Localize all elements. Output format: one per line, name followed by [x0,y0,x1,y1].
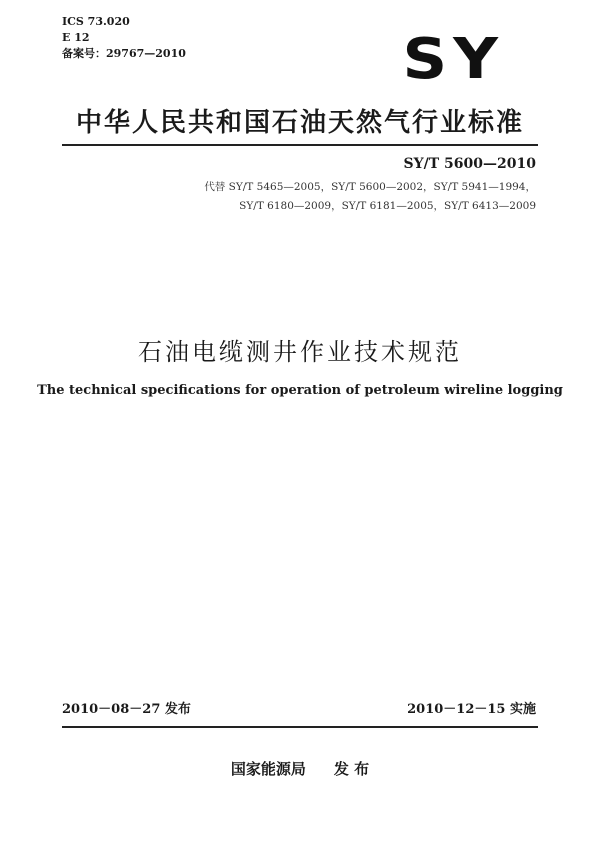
category-code: E 12 [62,31,90,44]
replaces-block [204,178,536,216]
implementation-date: 2010－12－15 实施 [407,702,536,717]
issue-date: 2010－08－27 发布 [62,702,191,717]
sy-logo: SY [402,25,504,92]
standard-title: 中华人民共和国石油天然气行业标准 [75,108,524,138]
publish-action: 发 布 [333,760,370,778]
record-number: 备案号：29767—2010 [62,47,186,60]
document-title-cn: 石油电缆测井作业技术规范 [138,338,462,366]
top-divider [62,144,538,146]
replaces-line: SY/T 6180—2009，SY/T 6181—2005，SY/T 6413—2009 [239,200,536,212]
ics-code: ICS 73.020 [62,15,130,28]
publisher-line [0,758,600,779]
replaces-line: 代替 SY/T 5465—2005，SY/T 5600—2002，SY/T 5941—1994， [204,181,536,193]
document-title-en: The technical specifications for operation of petroleum wireline logging [37,383,563,398]
standard-code: SY/T 5600—2010 [403,156,536,172]
classification-block [62,14,186,62]
bottom-divider [62,726,538,728]
publisher-name: 国家能源局 [230,760,306,778]
